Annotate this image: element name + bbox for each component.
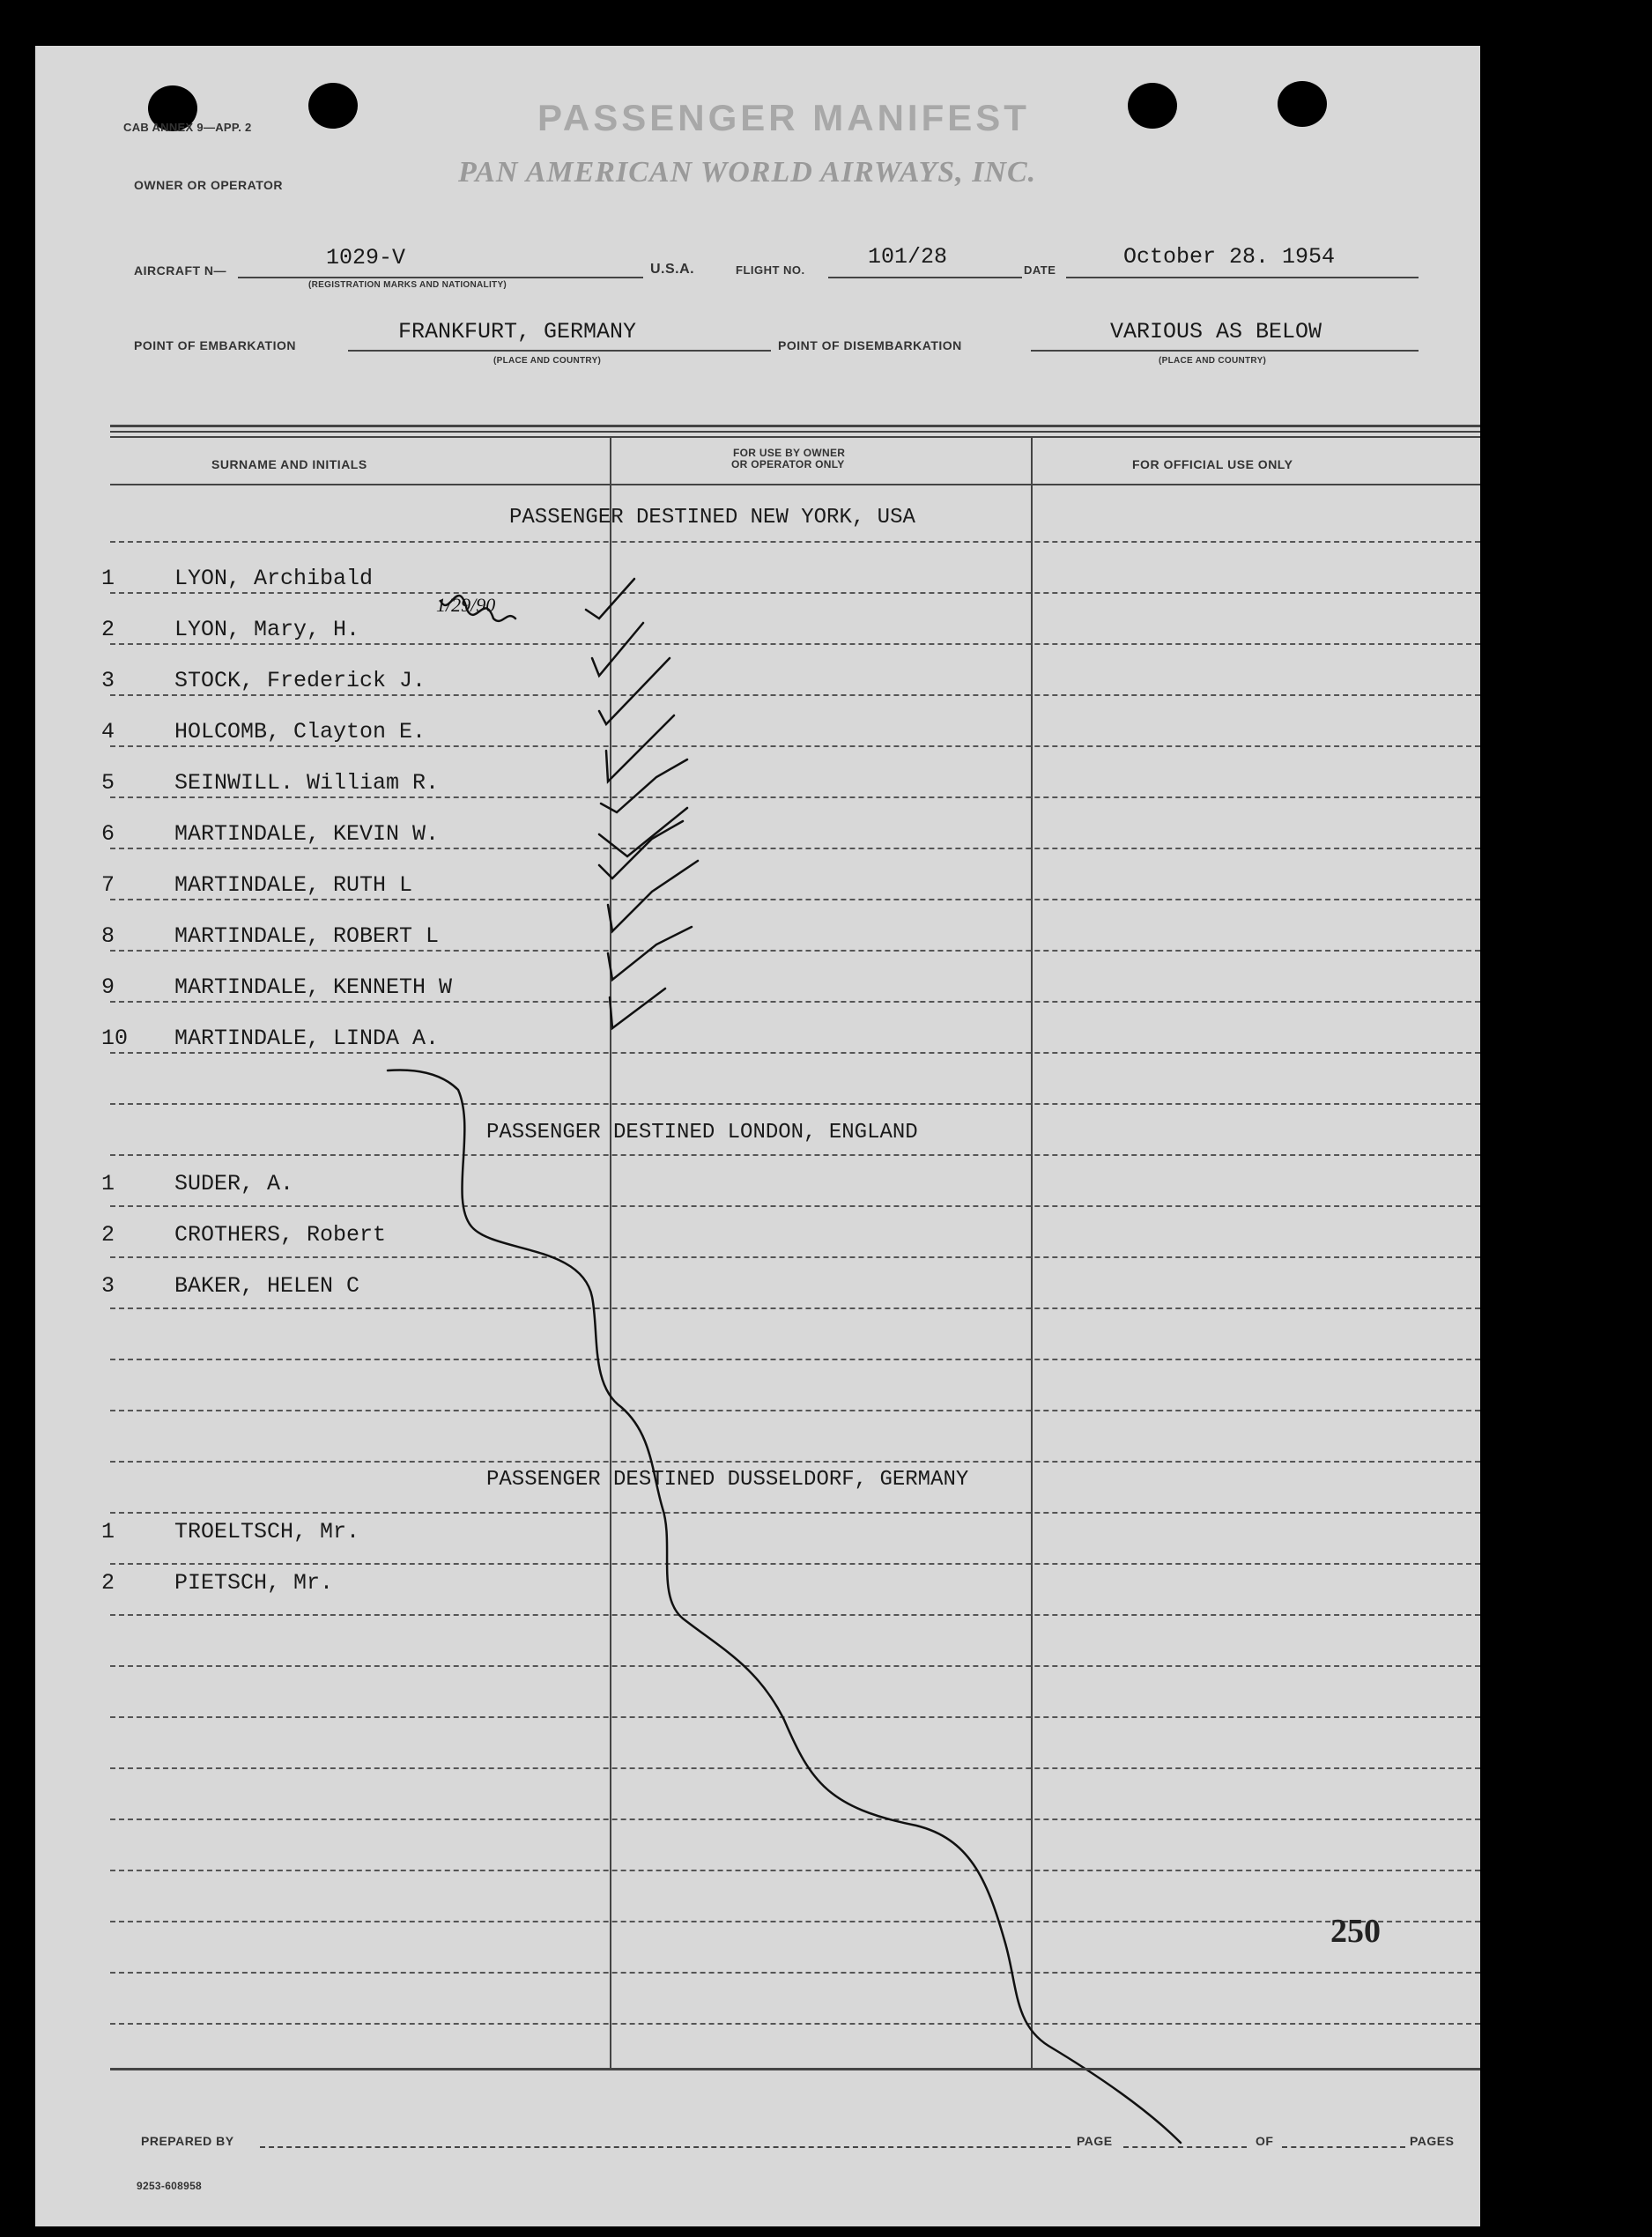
aircraft-label: AIRCRAFT N— <box>134 263 227 278</box>
passenger-name: MARTINDALE, KENNETH W <box>174 974 453 1000</box>
column-header-official: FOR OFFICIAL USE ONLY <box>1132 457 1293 471</box>
passenger-name: LYON, Archibald <box>174 566 374 591</box>
embarkation-point: FRANKFURT, GERMANY <box>398 319 637 344</box>
passenger-number: 3 <box>101 668 115 693</box>
place-note: (PLACE AND COUNTRY) <box>1159 356 1267 366</box>
date-label: DATE <box>1024 263 1056 277</box>
passenger-name: MARTINDALE, LINDA A. <box>174 1026 440 1051</box>
page-line <box>1123 2146 1247 2148</box>
place-note: (PLACE AND COUNTRY) <box>493 356 602 366</box>
passenger-number: 7 <box>101 872 115 898</box>
passenger-number: 1 <box>101 1519 115 1544</box>
prepared-by-line <box>260 2146 1070 2148</box>
passenger-number: 9 <box>101 974 115 1000</box>
page-stamp-number: 250 <box>1330 1913 1381 1950</box>
passenger-number: 6 <box>101 821 115 847</box>
passenger-name: PIETSCH, Mr. <box>174 1570 334 1596</box>
passenger-name: SEINWILL. William R. <box>174 770 440 796</box>
registration-note: (REGISTRATION MARKS AND NATIONALITY) <box>308 280 507 290</box>
passenger-number: 1 <box>101 1171 115 1196</box>
passenger-name: STOCK, Frederick J. <box>174 668 426 693</box>
flight-number: 101/28 <box>868 244 948 270</box>
usa-label: U.S.A. <box>650 262 695 277</box>
passenger-number: 3 <box>101 1273 115 1299</box>
passenger-number: 2 <box>101 617 115 642</box>
column-header-surname: SURNAME AND INITIALS <box>211 457 367 471</box>
passenger-name: CROTHERS, Robert <box>174 1222 387 1248</box>
form-code: 9253-608958 <box>137 2180 203 2192</box>
form-reference: CAB ANNEX 9—APP. 2 <box>123 121 252 134</box>
passenger-name: HOLCOMB, Clayton E. <box>174 719 426 744</box>
column-header-owner-use: FOR USE BY OWNER <box>733 447 846 459</box>
footer-rule <box>110 2068 1480 2070</box>
passenger-number: 2 <box>101 1222 115 1248</box>
page-title: PASSENGER MANIFEST <box>537 97 1030 138</box>
passenger-name: BAKER, HELEN C <box>174 1273 360 1299</box>
prepared-by-label: PREPARED BY <box>141 2134 234 2148</box>
passenger-name: MARTINDALE, RUTH L <box>174 872 413 898</box>
pages-label: PAGES <box>1410 2134 1455 2148</box>
passenger-number: 2 <box>101 1570 115 1596</box>
destination-heading: PASSENGER DESTINED NEW YORK, USA <box>509 506 915 530</box>
flight-label: FLIGHT NO. <box>736 263 805 277</box>
embarkation-label: POINT OF EMBARKATION <box>134 338 296 352</box>
passenger-number: 4 <box>101 719 115 744</box>
of-line <box>1282 2146 1405 2148</box>
passenger-name: LYON, Mary, H. <box>174 617 360 642</box>
passenger-number: 10 <box>101 1026 129 1051</box>
destination-heading: PASSENGER DESTINED LONDON, ENGLAND <box>486 1121 918 1144</box>
passenger-number: 8 <box>101 923 115 949</box>
passenger-name: TROELTSCH, Mr. <box>174 1519 360 1544</box>
destination-heading: PASSENGER DESTINED DUSSELDORF, GERMANY <box>486 1468 969 1492</box>
handwritten-marks <box>35 46 1480 2226</box>
operator-name: PAN AMERICAN WORLD AIRWAYS, INC. <box>458 156 1037 189</box>
column-header-owner-use: OR OPERATOR ONLY <box>731 458 845 470</box>
handwritten-note: 1/29/90 <box>436 594 496 616</box>
of-label: OF <box>1256 2134 1274 2148</box>
passenger-name: MARTINDALE, KEVIN W. <box>174 821 440 847</box>
passenger-name: SUDER, A. <box>174 1171 294 1196</box>
disembarkation-label: POINT OF DISEMBARKATION <box>778 338 962 352</box>
page-label: PAGE <box>1077 2134 1113 2148</box>
manifest-sheet <box>35 46 1480 2226</box>
flight-date: October 28. 1954 <box>1123 244 1336 270</box>
owner-label: OWNER OR OPERATOR <box>134 178 283 192</box>
aircraft-number: 1029-V <box>326 245 406 270</box>
passenger-number: 1 <box>101 566 115 591</box>
disembarkation-point: VARIOUS AS BELOW <box>1110 319 1322 344</box>
passenger-number: 5 <box>101 770 115 796</box>
passenger-name: MARTINDALE, ROBERT L <box>174 923 440 949</box>
